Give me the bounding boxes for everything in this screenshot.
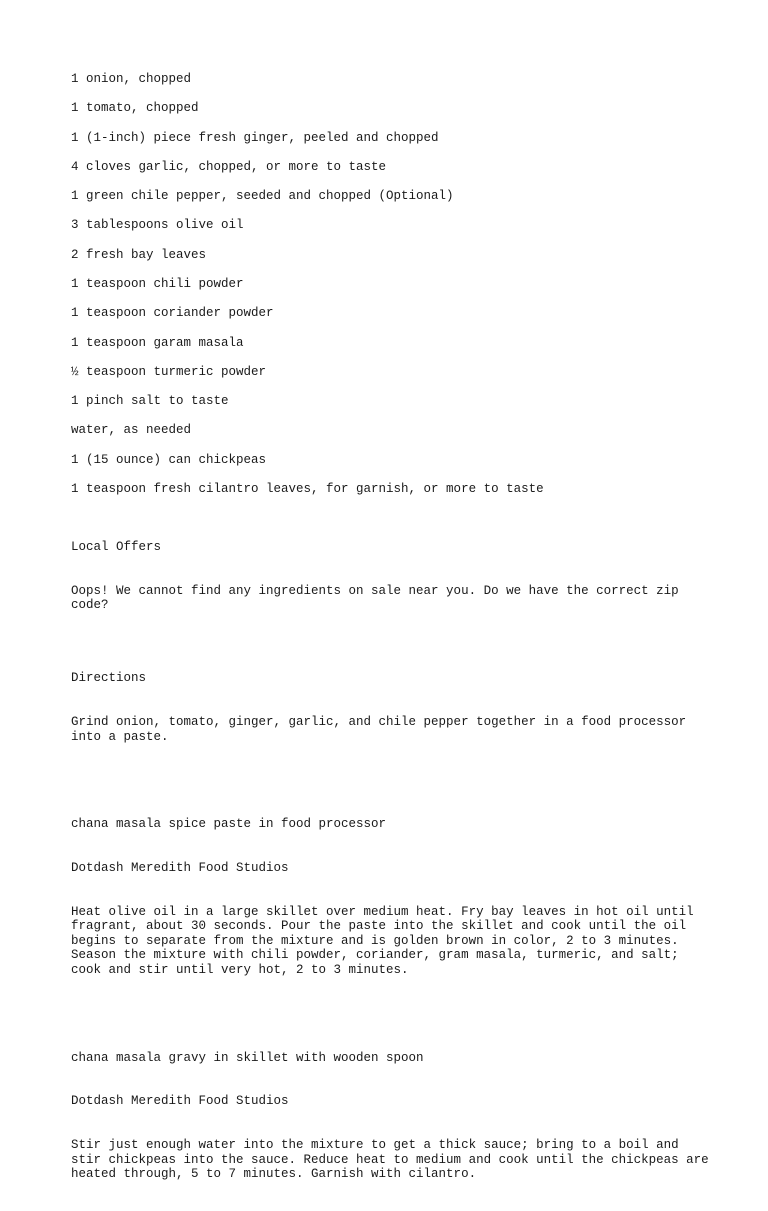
local-offers-message: Oops! We cannot find any ingredients on sale near you. Do we have the correct zip code? bbox=[71, 583, 687, 613]
ingredient-item: 1 teaspoon garam masala bbox=[71, 335, 244, 350]
ingredient-item: 3 tablespoons olive oil bbox=[71, 218, 244, 233]
spacer bbox=[71, 1007, 711, 1022]
local-offers-section bbox=[71, 511, 711, 642]
ingredient-item: 1 (1-inch) piece fresh ginger, peeled and chopped bbox=[71, 130, 439, 145]
photo-credit-1: Dotdash Meredith Food Studios bbox=[71, 860, 289, 875]
local-offers-heading: Local Offers bbox=[71, 539, 162, 554]
ingredient-item: 1 onion, chopped bbox=[71, 72, 192, 86]
ingredient-item: 1 (15 ounce) can chickpeas bbox=[71, 452, 267, 467]
ingredients-list bbox=[71, 72, 711, 497]
ingredient-item: water, as needed bbox=[71, 423, 192, 438]
spacer bbox=[71, 773, 711, 788]
direction-step-3: Stir just enough water into the mixture to get a thick sauce; bring to a boil and stir chickpeas into the sauce. Reduce heat to medium and cook until the chickpeas are heated through, 5 to 7 minutes. Garnish with cilantro. bbox=[71, 1138, 717, 1182]
ingredient-item: 1 teaspoon coriander powder bbox=[71, 306, 274, 321]
direction-step-1: Grind onion, tomato, ginger, garlic, and chile pepper together in a food processor into a paste. bbox=[71, 714, 694, 744]
photo-caption-2: chana masala gravy in skillet with wooden spoon bbox=[71, 1050, 424, 1065]
directions-section bbox=[71, 642, 717, 1211]
photo-caption-1: chana masala spice paste in food processor bbox=[71, 817, 387, 832]
ingredient-item: 1 teaspoon chili powder bbox=[71, 276, 244, 291]
directions-heading: Directions bbox=[71, 671, 147, 686]
recipe-document bbox=[71, 72, 717, 1211]
direction-step-2: Heat olive oil in a large skillet over medium heat. Fry bay leaves in hot oil until fragrant, about 30 seconds. Pour the paste into the skillet and cook until the oil begins to separate from the mixture and is golden brown in color, 2 to 3 minutes. Season the mixture with chili powder, coriander, gram masala, turmeric, and salt; cook and stir until very hot, 2 to 3 minutes. bbox=[71, 904, 702, 978]
ingredient-item: 1 green chile pepper, seeded and chopped (Optional) bbox=[71, 189, 454, 204]
ingredient-item: ½ teaspoon turmeric powder bbox=[71, 364, 267, 379]
ingredient-item: 2 fresh bay leaves bbox=[71, 247, 207, 262]
photo-credit-2: Dotdash Meredith Food Studios bbox=[71, 1094, 289, 1109]
ingredient-item: 1 teaspoon fresh cilantro leaves, for garnish, or more to taste bbox=[71, 481, 544, 496]
ingredient-item: 1 tomato, chopped bbox=[71, 101, 199, 116]
ingredient-item: 1 pinch salt to taste bbox=[71, 394, 229, 409]
ingredient-item: 4 cloves garlic, chopped, or more to taste bbox=[71, 159, 387, 174]
